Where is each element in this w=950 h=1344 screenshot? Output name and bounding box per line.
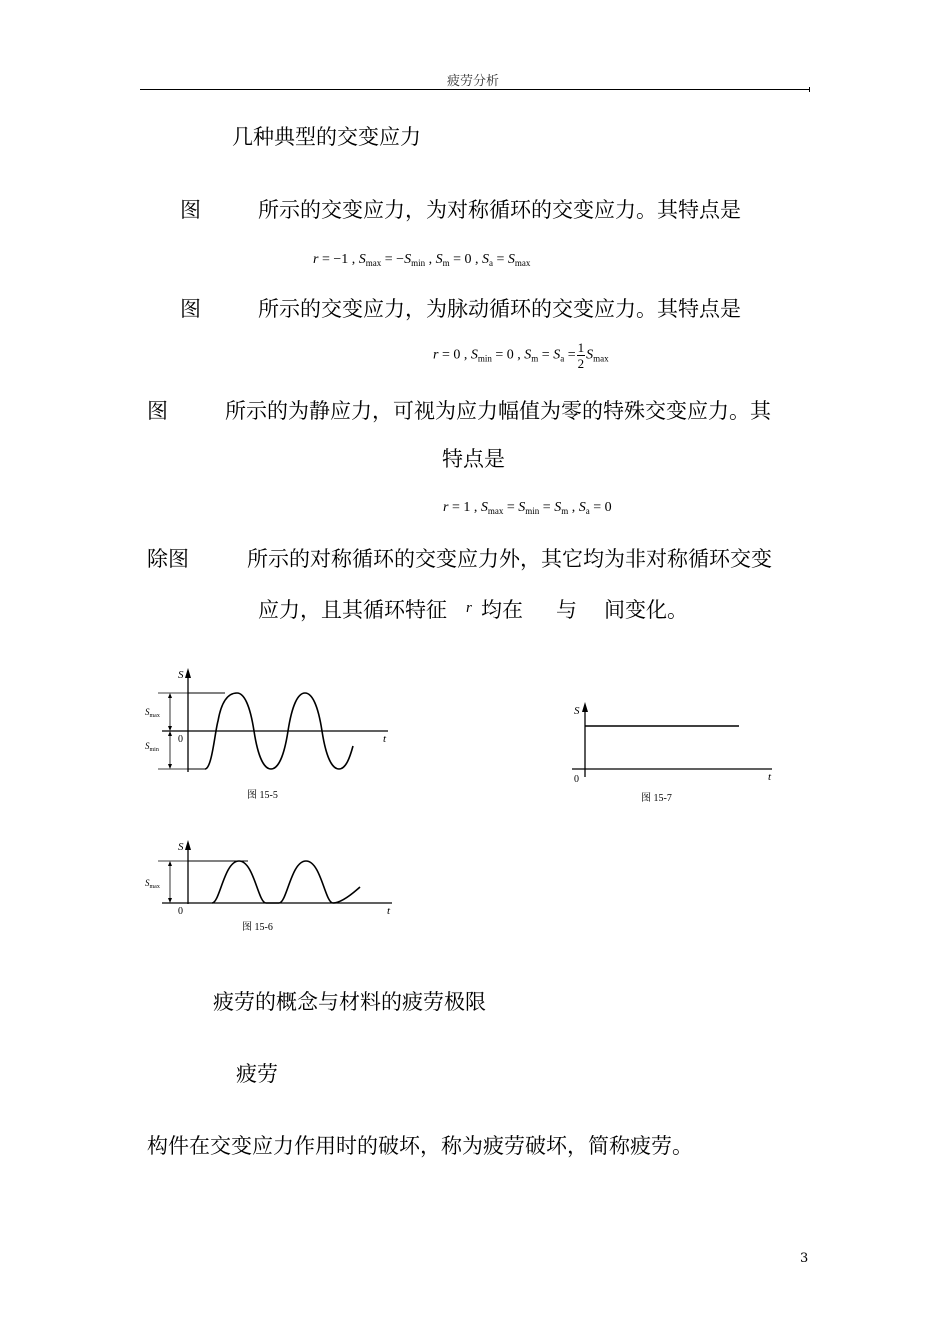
page-header-title: 疲劳分析 — [447, 74, 500, 89]
para4-cont-c: 与 — [556, 598, 577, 622]
fraction-one-half: $\frac{1}{2}$ — [577, 340, 585, 371]
para4-lead: 除图 — [147, 547, 189, 571]
formula-pulsating: r = 0 , $S_{min} = 0$ , $S_m = S_a$ = $\frac{1}{2}$ $S_{max}$ — [433, 340, 609, 371]
fig5-x-label: t — [383, 733, 387, 745]
para3-lead: 图 — [147, 399, 168, 423]
fig5-y-arrow — [185, 668, 191, 678]
fig5-smax-label: $S_{max}$ — [145, 707, 160, 719]
fig6-smax-label: $S_{max}$ — [145, 878, 160, 890]
fig6-caption: 图 15-6 — [242, 922, 273, 933]
header-rule-tick — [809, 87, 810, 92]
subsection-heading-fatigue: 疲劳 — [236, 1062, 278, 1086]
fig6-origin: 0 — [178, 906, 183, 917]
para3-cont: 特点是 — [442, 447, 505, 471]
para3-text: 所示的为静应力，可视为应力幅值为零的特殊交变应力。其 — [225, 399, 771, 423]
formula-static: r = 1 , $S_{max} = S_{min} = S_m$ , $S_a = 0$ — [443, 500, 612, 516]
figure-15-5 — [140, 660, 400, 810]
fig7-origin: 0 — [574, 774, 579, 785]
para4-r-symbol: r — [466, 600, 472, 616]
para1-text: 所示的交变应力，为对称循环的交变应力。其特点是 — [258, 198, 741, 222]
para4-cont-b: 均在 — [481, 598, 523, 622]
fig7-caption: 图 15-7 — [641, 793, 672, 804]
para4-cont-d: 间变化。 — [604, 598, 688, 622]
para2-lead: 图 — [180, 297, 201, 321]
figure-15-6 — [140, 832, 400, 942]
fig5-smin-label: $S_{min}$ — [145, 741, 159, 753]
para4-text: 所示的对称循环的交变应力外，其它均为非对称循环交变 — [247, 547, 772, 571]
fig5-y-label: S — [178, 669, 184, 681]
para2-text: 所示的交变应力，为脉动循环的交变应力。其特点是 — [258, 297, 741, 321]
fig6-x-label: t — [387, 905, 391, 917]
para4-cont-a: 应力，且其循环特征 — [258, 598, 447, 622]
fig7-x-label: t — [768, 771, 772, 783]
para1-lead: 图 — [180, 198, 201, 222]
header-rule — [140, 89, 810, 90]
fig7-y-arrow — [582, 702, 588, 712]
section-heading-typical: 几种典型的交变应力 — [232, 125, 421, 149]
section-heading-fatigue: 疲劳的概念与材料的疲劳极限 — [213, 990, 486, 1014]
page-number: 3 — [800, 1251, 809, 1266]
figure-15-7 — [560, 692, 790, 810]
fig5-origin: 0 — [178, 734, 183, 745]
fig6-stress-curve — [212, 861, 360, 903]
fig7-y-label: S — [574, 705, 580, 717]
fatigue-definition: 构件在交变应力作用时的破坏，称为疲劳破坏，简称疲劳。 — [147, 1134, 693, 1158]
fig6-y-label: S — [178, 841, 184, 853]
formula-symmetric: r = −1 , $S_{max} = -S_{min}$ , $S_m = 0$ , $S_a = S_{max}$ — [313, 252, 531, 268]
fig5-caption: 图 15-5 — [247, 790, 278, 801]
fig6-y-arrow — [185, 840, 191, 850]
